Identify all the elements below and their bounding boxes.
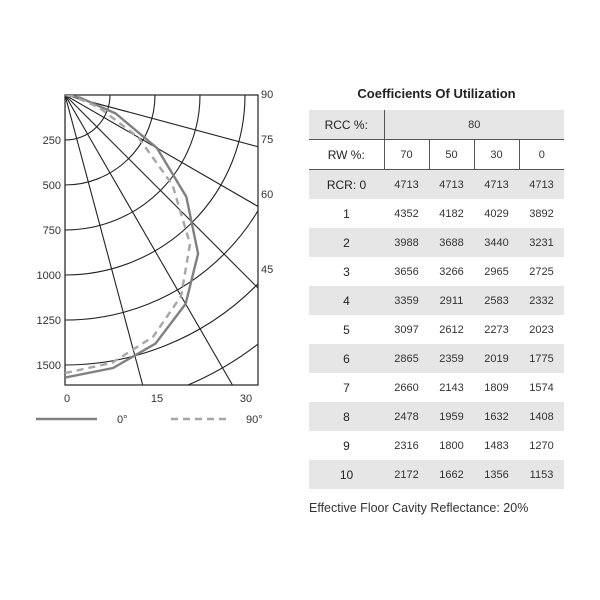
radial-tick-label: 750 bbox=[42, 225, 61, 237]
chart-legend bbox=[36, 414, 263, 426]
bottom-tick-label: 30 bbox=[239, 393, 253, 405]
footnote: Effective Floor Cavity Reflectance: 20% bbox=[309, 501, 529, 515]
series-line bbox=[65, 95, 198, 378]
table-row bbox=[309, 257, 564, 286]
distribution-curves bbox=[65, 95, 198, 378]
cu-value: 3440 bbox=[474, 228, 519, 257]
cu-value: 4713 bbox=[474, 170, 519, 200]
grid-ring bbox=[0, 0, 245, 275]
cu-value: 3097 bbox=[394, 323, 419, 336]
grid-spoke bbox=[65, 95, 254, 422]
rcr-label: 4 bbox=[309, 286, 384, 315]
cu-value: 1408 bbox=[519, 402, 564, 431]
cu-value: 4713 bbox=[384, 170, 429, 200]
table-row bbox=[309, 286, 564, 315]
rcr-label: 2 bbox=[309, 228, 384, 257]
table-row bbox=[309, 402, 564, 431]
cu-value: 2612 bbox=[439, 323, 464, 336]
rcr-label: 1 bbox=[343, 206, 350, 221]
table-row bbox=[309, 199, 564, 228]
angle-tick-label: 60 bbox=[261, 189, 274, 201]
cu-value: 3656 bbox=[394, 265, 419, 278]
cu-value: 3688 bbox=[429, 228, 474, 257]
cu-value: 1270 bbox=[529, 439, 554, 452]
grid-ring bbox=[0, 0, 300, 440]
cu-value: 2172 bbox=[384, 460, 429, 489]
cu-value: 3266 bbox=[439, 265, 464, 278]
bottom-tick-label: 15 bbox=[150, 393, 164, 405]
rw-value: 50 bbox=[429, 140, 474, 170]
cu-value: 2019 bbox=[474, 344, 519, 373]
rw-row bbox=[309, 140, 564, 170]
rcr-label: 3 bbox=[343, 264, 350, 279]
rcc-value: 80 bbox=[384, 110, 564, 140]
cu-value: 4352 bbox=[394, 207, 419, 220]
rcr-label: 5 bbox=[343, 322, 350, 337]
table-row bbox=[309, 431, 564, 460]
cu-value: 4713 bbox=[519, 170, 564, 200]
cu-value: 1356 bbox=[474, 460, 519, 489]
cu-value: 1483 bbox=[484, 439, 509, 452]
cu-value: 3231 bbox=[519, 228, 564, 257]
rcc-label: RCC %: bbox=[309, 110, 384, 140]
cu-value: 2583 bbox=[474, 286, 519, 315]
radial-tick-label: 1000 bbox=[36, 270, 61, 282]
cu-value: 2273 bbox=[484, 323, 509, 336]
table-row bbox=[309, 344, 564, 373]
cu-value: 1662 bbox=[429, 460, 474, 489]
table-row bbox=[309, 170, 564, 200]
rw-value: 30 bbox=[474, 140, 519, 170]
cu-value: 2023 bbox=[529, 323, 554, 336]
table-row bbox=[309, 315, 564, 344]
table-row bbox=[309, 373, 564, 402]
axis-labels bbox=[37, 89, 274, 405]
rw-label: RW %: bbox=[309, 140, 384, 170]
table-row bbox=[309, 228, 564, 257]
legend-label: 0° bbox=[117, 414, 128, 426]
cu-value: 1153 bbox=[519, 460, 564, 489]
cu-value: 3359 bbox=[384, 286, 429, 315]
rcr-label: 6 bbox=[309, 344, 384, 373]
cu-value: 1809 bbox=[484, 381, 509, 394]
cu-value: 2332 bbox=[519, 286, 564, 315]
cu-value: 4029 bbox=[484, 207, 509, 220]
cu-value: 2316 bbox=[394, 439, 419, 452]
rcr-label: RCR: 0 bbox=[309, 170, 384, 200]
cu-value: 1800 bbox=[439, 439, 464, 452]
cu-value: 1775 bbox=[519, 344, 564, 373]
cu-value: 3892 bbox=[529, 207, 554, 220]
cu-value: 4713 bbox=[429, 170, 474, 200]
cu-value: 2359 bbox=[429, 344, 474, 373]
cu-value: 2725 bbox=[529, 265, 554, 278]
table-row bbox=[309, 460, 564, 489]
radial-tick-label: 250 bbox=[42, 135, 61, 147]
rcc-row bbox=[309, 110, 564, 140]
bottom-tick-label: 0 bbox=[63, 393, 71, 405]
radial-tick-label: 1500 bbox=[36, 360, 61, 372]
rw-value: 70 bbox=[384, 140, 429, 170]
cu-table-title: Coefficients Of Utilization bbox=[357, 86, 516, 101]
cu-value: 4182 bbox=[439, 207, 464, 220]
polar-grid bbox=[0, 0, 300, 440]
radial-tick-label: 500 bbox=[42, 180, 61, 192]
cu-value: 2965 bbox=[484, 265, 509, 278]
cu-value: 3988 bbox=[384, 228, 429, 257]
legend-label: 90° bbox=[246, 414, 263, 426]
rw-value: 0 bbox=[519, 140, 564, 170]
polar-candela-chart bbox=[0, 0, 300, 440]
rcr-label: 7 bbox=[343, 380, 350, 395]
rcr-label: 10 bbox=[309, 460, 384, 489]
grid-spoke bbox=[65, 95, 163, 440]
angle-tick-label: 90 bbox=[261, 89, 274, 101]
rcr-label: 8 bbox=[309, 402, 384, 431]
angle-tick-label: 75 bbox=[261, 134, 274, 146]
cu-value: 2911 bbox=[429, 286, 474, 315]
cu-value: 2660 bbox=[394, 381, 419, 394]
cu-value: 2143 bbox=[439, 381, 464, 394]
angle-tick-label: 45 bbox=[261, 264, 274, 276]
cu-value: 1959 bbox=[429, 402, 474, 431]
cu-value: 2478 bbox=[384, 402, 429, 431]
cu-value: 2865 bbox=[384, 344, 429, 373]
series-line bbox=[65, 95, 190, 373]
rcr-label: 9 bbox=[343, 438, 350, 453]
cu-table bbox=[309, 110, 564, 489]
radial-tick-label: 1250 bbox=[36, 315, 61, 327]
cu-value: 1632 bbox=[474, 402, 519, 431]
cu-value: 1574 bbox=[529, 381, 554, 394]
